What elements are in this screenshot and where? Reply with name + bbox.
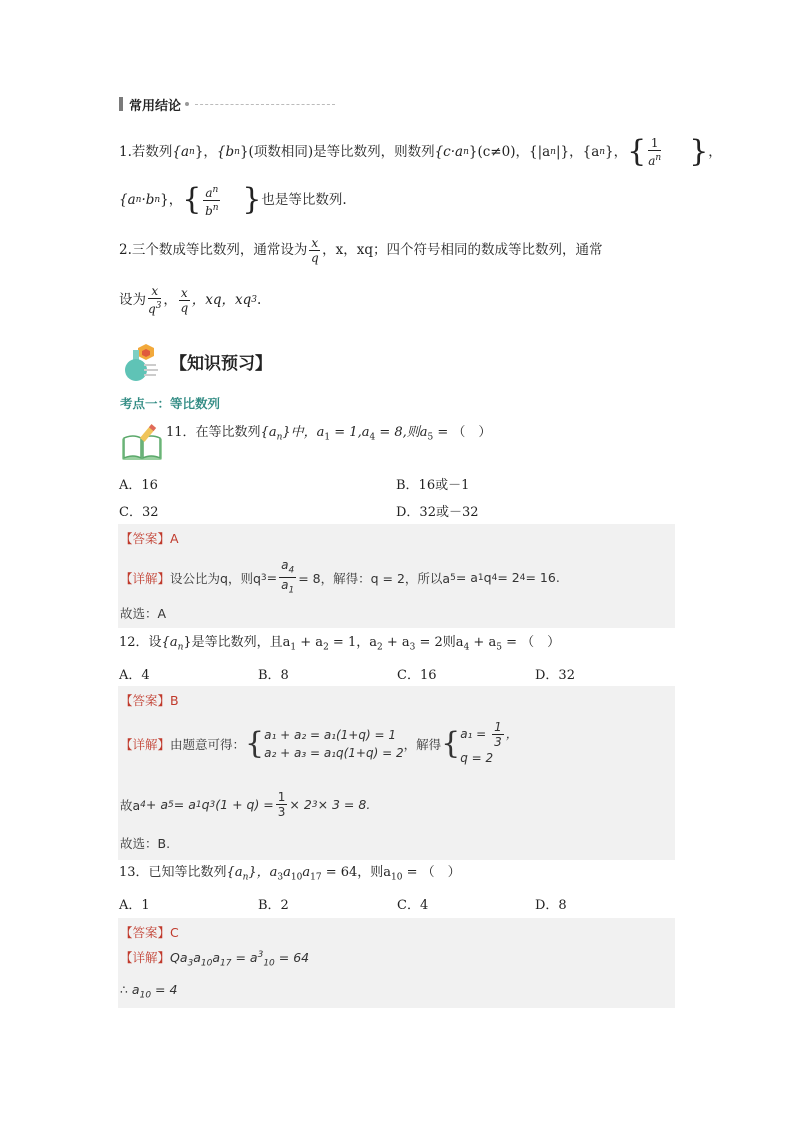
q11-option-c[interactable]: C．32: [119, 505, 159, 520]
q12-answer: [120, 690, 179, 709]
denominator: [648, 151, 661, 168]
q11-option-d[interactable]: D．32或－32: [396, 505, 479, 520]
text: a: [281, 558, 289, 572]
text: {c·a: [434, 144, 464, 160]
text: .: [256, 292, 262, 308]
fraction: [309, 236, 320, 265]
q12-option-a[interactable]: A．4: [119, 668, 150, 683]
text: a: [648, 154, 656, 168]
text: =: [266, 570, 278, 586]
subscript: 10: [391, 872, 403, 883]
subscript: n: [276, 432, 283, 443]
text: 11．在等比数列: [166, 425, 261, 440]
text: = 64: [274, 950, 310, 965]
left-brace: {: [441, 725, 461, 761]
text: = 4: [151, 982, 178, 997]
superscript: n: [599, 147, 606, 157]
superscript: n: [212, 202, 219, 213]
q11-stem: [166, 423, 491, 448]
text: = 2: [497, 570, 520, 586]
q11-choose: 故选：A: [120, 606, 167, 621]
q12-answer-box: [118, 686, 675, 860]
q13-stem: [119, 863, 461, 888]
text: 也是等比数列.: [261, 192, 347, 208]
text: ∴ a: [120, 982, 140, 997]
answer-tag: 【答案】: [120, 693, 171, 708]
text: {a: [161, 635, 178, 650]
denominator: [148, 299, 161, 316]
right-brace: }: [689, 134, 709, 169]
superscript: 3: [311, 799, 318, 810]
subscript: 10: [139, 990, 152, 1001]
text: {a: [119, 192, 136, 208]
subscript: 5: [450, 572, 456, 583]
text: }，a: [248, 865, 278, 880]
subscript: n: [189, 147, 195, 157]
text: = 1，a: [328, 635, 377, 650]
text: }: [239, 144, 249, 160]
superscript: n: [655, 153, 662, 163]
text: Qa: [170, 950, 188, 965]
solution-line: [460, 720, 518, 749]
numerator: 1: [494, 720, 502, 734]
subscript: 1: [477, 572, 484, 583]
numerator: [279, 558, 296, 578]
text: = 8,则a: [375, 425, 428, 440]
text: = 1,a: [330, 425, 370, 440]
text: }(c≠0)，{|a: [468, 144, 551, 160]
subscript: 4: [369, 432, 376, 443]
text: a₁ =: [460, 727, 491, 741]
subscript: 5: [427, 432, 434, 443]
denominator: q: [310, 250, 319, 265]
subscript: n: [177, 642, 184, 653]
text: {a: [226, 865, 243, 880]
solution-line: q = 2: [460, 751, 494, 765]
subscript: 2: [323, 642, 329, 653]
q13-option-d[interactable]: D．8: [535, 898, 567, 913]
subscript: 4: [140, 799, 146, 810]
section-title: 常用结论: [129, 98, 182, 114]
subscript: n: [550, 147, 556, 157]
q12-option-d[interactable]: D．32: [535, 668, 575, 683]
solution-system: [460, 720, 518, 767]
superscript: 3: [251, 295, 257, 305]
text: = （ ）: [433, 425, 492, 440]
equation-line: a₂ + a₃ = a₁q(1+q) = 2: [264, 745, 404, 760]
text: {a: [260, 425, 277, 440]
q11-detail: [120, 558, 560, 598]
subscript: 1: [195, 799, 202, 810]
detail-tag: 【详解】: [120, 736, 171, 752]
text: ·b: [141, 192, 155, 208]
subscript: 3: [409, 642, 416, 653]
denominator: [203, 201, 220, 218]
subscript: 1: [288, 585, 295, 596]
numerator: x: [311, 235, 319, 250]
text: = 2则a: [415, 635, 464, 650]
text: = a: [231, 950, 258, 965]
text: = a: [455, 570, 478, 586]
text: ，: [505, 727, 518, 741]
subscript: 4: [463, 642, 470, 653]
denominator: [279, 578, 296, 597]
text: }: [194, 144, 204, 160]
q12-option-c[interactable]: C．16: [397, 668, 437, 683]
subscript: n: [234, 147, 240, 157]
right-brace: }: [242, 182, 262, 217]
q11-answer-box: [118, 524, 675, 628]
subscript: 17: [220, 958, 232, 969]
fraction: [648, 136, 661, 168]
q12-detail: [120, 720, 518, 767]
text: 设公比为q，则q: [170, 570, 261, 586]
subscript: 5: [496, 642, 502, 653]
text: a: [205, 185, 213, 200]
text: 设为: [119, 292, 146, 308]
answer-tag: 【答案】: [120, 925, 171, 940]
q13-option-b[interactable]: B．2: [258, 898, 289, 913]
text: q: [148, 302, 156, 316]
subscript: 17: [310, 872, 322, 883]
preview-heading: [120, 340, 272, 382]
equation-line: a₁ + a₂ = a₁(1+q) = 1: [264, 727, 396, 742]
superscript: 3: [209, 799, 216, 810]
text: = （ ）: [501, 635, 561, 650]
section-divider: [195, 104, 335, 105]
conclusion-1-line-1: 1.若数列 {a n } ， {b n } (项数相同)是等比数列，则数列 {c·a n }(c≠0)，{|a n |}，{a n }， { $\frac{1}{a^n}$ } ，: [119, 134, 722, 169]
text: = 16.: [525, 570, 560, 586]
text: 1.若数列: [119, 144, 173, 160]
subscript: n: [242, 872, 249, 883]
answer-tag: 【答案】: [120, 531, 171, 546]
text: × 2: [289, 797, 312, 812]
superscript: 3: [155, 301, 162, 311]
q12-option-b[interactable]: B．8: [258, 668, 289, 683]
text: (项数相同)是等比数列，则数列: [248, 144, 435, 160]
text: ，解得: [403, 736, 442, 752]
q13-detail: [120, 948, 309, 969]
fraction: [179, 286, 190, 315]
preview-title: 【知识预习】: [170, 353, 272, 374]
conclusion-1-line-2: [119, 180, 347, 220]
kaodian-heading: 考点一：等比数列: [120, 396, 221, 411]
text: }，: [605, 144, 628, 160]
text: a: [212, 950, 221, 965]
conclusion-2-line-2: 设为 $\frac{x}{q^3}$ ， $\frac{x}{q}$ ，xq，xq 3 .: [119, 284, 262, 316]
text: 12．设: [119, 635, 162, 650]
answer-value: A: [170, 531, 179, 546]
text: q: [201, 797, 210, 812]
subscript: 10: [200, 958, 213, 969]
subscript: n: [463, 147, 469, 157]
numerator: 1: [648, 136, 661, 151]
subscript: 1: [324, 432, 331, 443]
section-heading: [119, 94, 335, 114]
subscript: 3: [187, 958, 194, 969]
text: ，x，xq；四个符号相同的数成等比数列，通常: [322, 242, 603, 258]
denominator: 3: [277, 805, 286, 819]
text: }中，a: [282, 425, 325, 440]
text: q: [483, 570, 492, 586]
q11-option-b[interactable]: B．16或－1: [396, 478, 470, 493]
answer-value: C: [170, 925, 179, 940]
superscript: 3: [260, 572, 267, 583]
superscript: 3: [257, 949, 264, 960]
text: = 64，则a: [321, 865, 392, 880]
numerator: x: [148, 284, 161, 299]
subscript: 2: [376, 642, 383, 653]
denominator: 3: [494, 735, 502, 749]
q13-option-c[interactable]: C．4: [397, 898, 429, 913]
text: + a: [382, 635, 410, 650]
equation-system: [264, 726, 403, 762]
dot-icon: [185, 102, 189, 106]
subscript: 10: [290, 872, 303, 883]
text: + a: [296, 635, 324, 650]
q13-detail-line-2: [120, 982, 177, 1001]
subscript: 5: [168, 799, 174, 810]
superscript: 4: [491, 572, 498, 583]
text: = a: [173, 797, 196, 812]
section-heading-bar: [119, 97, 123, 111]
text: 故a: [120, 797, 141, 813]
fraction: [279, 558, 296, 598]
text: + a: [469, 635, 497, 650]
text: = （ ）: [402, 865, 461, 880]
subscript: 10: [263, 958, 275, 969]
text: 由题意可得：: [170, 736, 246, 752]
subscript: 4: [288, 565, 295, 576]
left-brace: {: [182, 182, 202, 217]
text: 13．已知等比数列: [119, 865, 227, 880]
fraction: [203, 183, 220, 218]
text: }是等比数列，且a: [183, 635, 291, 650]
answer-value: B: [170, 693, 179, 708]
q13-answer: [120, 922, 179, 941]
text: = 8，解得：q = 2，所以a: [298, 570, 451, 586]
numerator: [203, 183, 220, 201]
subscript: 1: [290, 642, 297, 653]
q12-stem: [119, 633, 560, 658]
text: ，xq，xq: [191, 292, 252, 308]
text: }，: [160, 192, 183, 208]
denominator: q: [180, 300, 189, 315]
left-brace: {: [627, 134, 647, 169]
detail-tag: 【详解】: [120, 950, 171, 965]
flask-icon: [120, 340, 166, 382]
text: |}，{a: [555, 144, 600, 160]
subscript: n: [154, 195, 161, 205]
fraction: [492, 720, 504, 749]
text: {a: [172, 144, 190, 160]
left-brace: {: [245, 725, 265, 761]
q13-answer-box: [118, 918, 675, 1008]
superscript: n: [212, 184, 219, 195]
q13-option-a[interactable]: A．1: [119, 898, 150, 913]
subscript: n: [135, 195, 142, 205]
text: (1 + q) =: [215, 797, 274, 812]
fraction: [148, 284, 161, 316]
numerator: 1: [277, 790, 286, 804]
text: {b: [216, 144, 235, 160]
conclusion-2-line-1: [119, 232, 603, 268]
q12-choose: 故选：B.: [120, 836, 171, 851]
q11-option-a[interactable]: A．16: [119, 478, 158, 493]
text: a: [302, 865, 311, 880]
text: 2.三个数成等比数列，通常设为: [119, 242, 308, 258]
text: a: [193, 950, 201, 965]
q12-detail-line-2: [120, 790, 370, 819]
text: b: [205, 203, 213, 218]
text: a: [281, 578, 289, 593]
text: ，: [203, 144, 217, 160]
subscript: 3: [277, 872, 284, 883]
text: a: [283, 865, 291, 880]
detail-tag: 【详解】: [120, 570, 171, 586]
superscript: 4: [519, 572, 526, 583]
text: + a: [145, 797, 169, 812]
text: × 3 = 8.: [317, 797, 371, 812]
fraction: [276, 790, 288, 819]
numerator: x: [180, 285, 188, 300]
book-pencil-icon: [119, 422, 165, 462]
q11-answer: [120, 528, 179, 547]
